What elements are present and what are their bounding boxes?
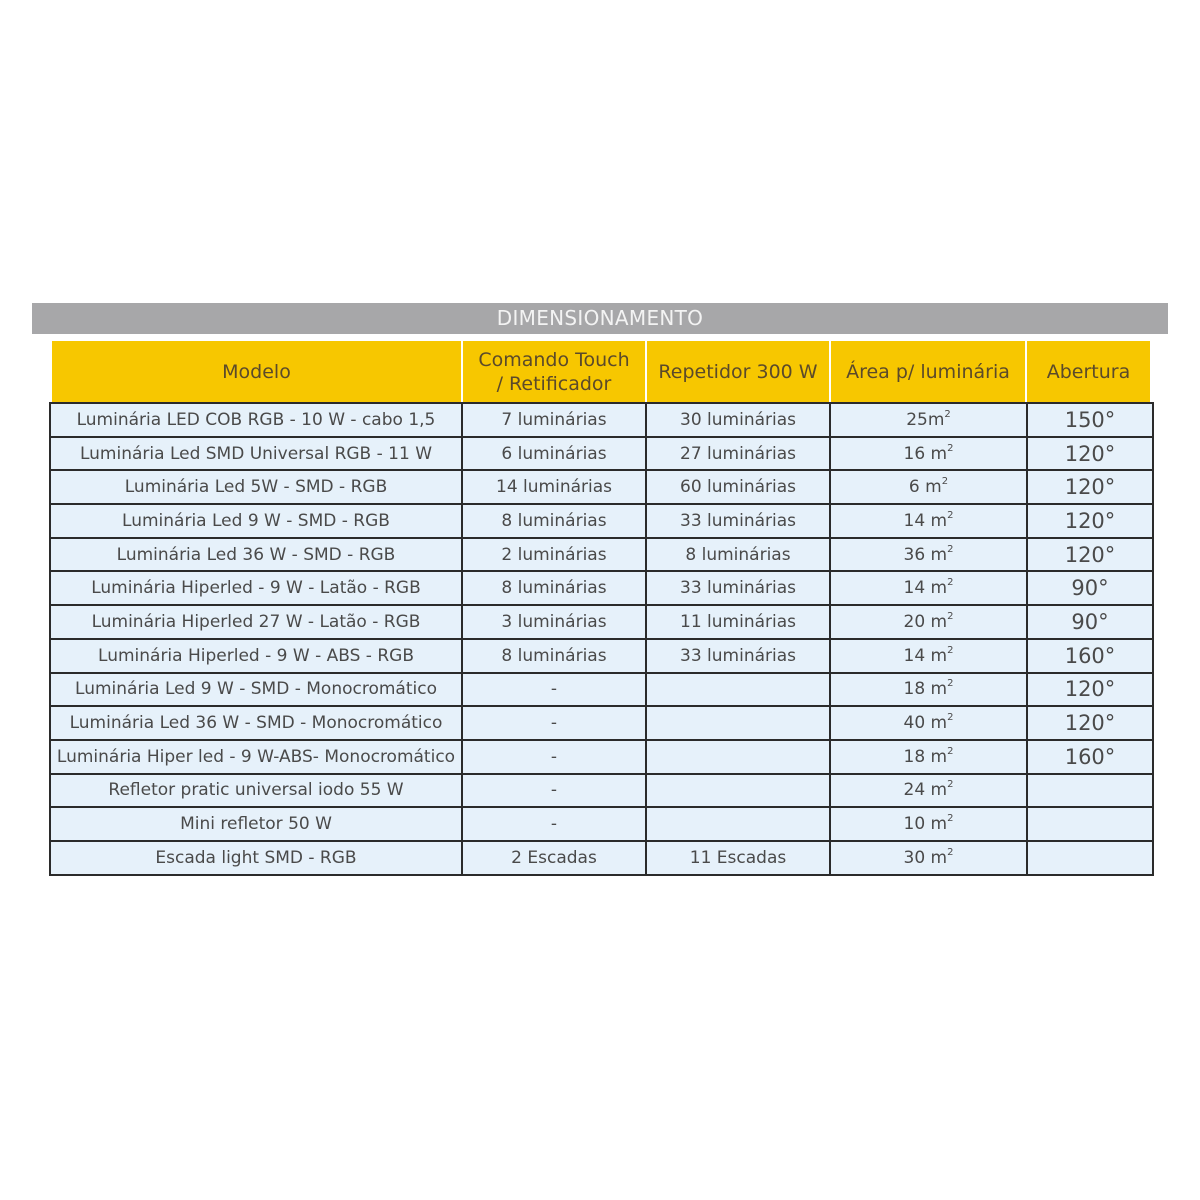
cell-abertura-text: 120° (1064, 711, 1116, 736)
cell-area-text: 6 m (908, 477, 942, 498)
cell-comando-text: - (550, 780, 558, 801)
cell-modelo (50, 673, 462, 707)
cell-abertura-text: 90° (1071, 576, 1109, 601)
cell-area-text: 14 m (903, 578, 948, 599)
cell-abertura (1027, 673, 1153, 707)
cell-modelo-text: Escada light SMD - RGB (155, 847, 357, 868)
cell-area (830, 437, 1027, 471)
cell-comando (462, 639, 646, 673)
cell-modelo (50, 774, 462, 808)
cell-comando (462, 841, 646, 875)
cell-repetidor-text: 60 luminárias (680, 477, 796, 498)
cell-abertura (1027, 740, 1153, 774)
table-row (50, 673, 1153, 707)
cell-repetidor (646, 774, 830, 808)
cell-comando (462, 538, 646, 572)
cell-modelo (50, 706, 462, 740)
area-unit-exponent: 2 (947, 712, 954, 724)
cell-area-text: 10 m (903, 814, 948, 835)
cell-abertura-text: 90° (1071, 609, 1109, 634)
area-unit-exponent: 2 (947, 745, 954, 757)
cell-comando (462, 437, 646, 471)
cell-comando-text: 2 Escadas (511, 847, 597, 868)
area-unit-exponent: 2 (947, 678, 954, 690)
cell-modelo-text: Luminária Led 36 W - SMD - Monocromático (69, 713, 443, 734)
cell-repetidor (646, 841, 830, 875)
cell-modelo (50, 403, 462, 437)
cell-comando-text: - (550, 814, 558, 835)
cell-modelo-text: Luminária Led 9 W - SMD - RGB (122, 510, 390, 531)
cell-repetidor (646, 470, 830, 504)
table-row (50, 437, 1153, 471)
cell-modelo-text: Luminária Hiperled 27 W - Latão - RGB (91, 611, 421, 632)
area-unit-exponent: 2 (947, 577, 954, 589)
area-unit-exponent: 2 (947, 644, 954, 656)
cell-area-text: 36 m (903, 544, 948, 565)
cell-area-text: 18 m (903, 746, 948, 767)
cell-modelo-text: Mini refletor 50 W (180, 814, 332, 835)
table-row (50, 841, 1153, 875)
cell-modelo (50, 538, 462, 572)
cell-abertura (1027, 437, 1153, 471)
cell-comando (462, 605, 646, 639)
cell-area (830, 740, 1027, 774)
cell-repetidor-text: 33 luminárias (680, 510, 796, 531)
table-row (50, 774, 1153, 808)
cell-area (830, 807, 1027, 841)
cell-area (830, 470, 1027, 504)
cell-comando (462, 673, 646, 707)
header-comando (461, 341, 645, 402)
cell-repetidor-text: 11 Escadas (689, 847, 787, 868)
cell-repetidor-text: 8 luminárias (685, 544, 791, 565)
cell-area (830, 538, 1027, 572)
header-modelo: Modelo (222, 360, 291, 383)
cell-abertura-text: 120° (1064, 475, 1116, 500)
cell-area-text: 20 m (903, 611, 948, 632)
cell-abertura-text: 120° (1064, 677, 1116, 702)
cell-comando-text: 6 luminárias (501, 443, 607, 464)
cell-abertura-text: 150° (1064, 407, 1116, 432)
cell-abertura (1027, 504, 1153, 538)
cell-comando-text: 7 luminárias (501, 409, 607, 430)
cell-abertura (1027, 774, 1153, 808)
cell-modelo (50, 504, 462, 538)
header-abertura: Abertura (1025, 341, 1150, 402)
cell-comando-text: 3 luminárias (501, 611, 607, 632)
cell-repetidor (646, 807, 830, 841)
cell-abertura (1027, 841, 1153, 875)
cell-modelo (50, 605, 462, 639)
area-unit-exponent: 2 (947, 442, 954, 454)
cell-comando (462, 571, 646, 605)
cell-area (830, 706, 1027, 740)
cell-repetidor (646, 639, 830, 673)
cell-area-text: 18 m (903, 679, 948, 700)
cell-abertura (1027, 807, 1153, 841)
cell-area (830, 774, 1027, 808)
cell-repetidor (646, 437, 830, 471)
cell-area-text: 16 m (903, 443, 948, 464)
cell-repetidor-text: 27 luminárias (680, 443, 796, 464)
cell-modelo (50, 841, 462, 875)
header-comando-label: Comando Touch / Retificador (478, 348, 630, 395)
cell-repetidor-text: 30 luminárias (680, 409, 796, 430)
table-row (50, 639, 1153, 673)
cell-comando-text: 8 luminárias (501, 510, 607, 531)
table-header (52, 341, 1150, 402)
table-row (50, 740, 1153, 774)
cell-repetidor (646, 504, 830, 538)
cell-modelo-text: Luminária Led SMD Universal RGB - 11 W (79, 443, 433, 464)
cell-comando (462, 504, 646, 538)
area-unit-exponent: 2 (944, 408, 951, 420)
cell-comando-text: - (550, 679, 558, 700)
cell-comando-text: 14 luminárias (496, 477, 612, 498)
table-body (50, 403, 1153, 875)
cell-abertura (1027, 470, 1153, 504)
cell-abertura (1027, 571, 1153, 605)
cell-modelo-text: Luminária Led 9 W - SMD - Monocromático (75, 679, 437, 700)
area-unit-exponent: 2 (947, 509, 954, 521)
cell-area-text: 14 m (903, 510, 948, 531)
cell-area-text: 30 m (903, 847, 948, 868)
table-row (50, 807, 1153, 841)
area-unit-exponent: 2 (947, 779, 954, 791)
cell-comando-text: 8 luminárias (501, 645, 607, 666)
cell-comando-text: - (550, 713, 558, 734)
cell-modelo (50, 470, 462, 504)
cell-area (830, 504, 1027, 538)
cell-modelo (50, 740, 462, 774)
cell-modelo-text: Refletor pratic universal iodo 55 W (108, 780, 404, 801)
cell-comando (462, 774, 646, 808)
cell-abertura-text: 120° (1064, 508, 1116, 533)
cell-area-text: 14 m (903, 645, 948, 666)
area-unit-exponent: 2 (947, 813, 954, 825)
cell-area (830, 639, 1027, 673)
table-row (50, 605, 1153, 639)
cell-area (830, 605, 1027, 639)
cell-modelo-text: Luminária Hiper led - 9 W-ABS- Monocromático (56, 746, 456, 767)
table-row (50, 470, 1153, 504)
cell-comando (462, 740, 646, 774)
cell-area (830, 571, 1027, 605)
cell-repetidor (646, 673, 830, 707)
cell-area (830, 841, 1027, 875)
cell-repetidor (646, 740, 830, 774)
cell-modelo-text: Luminária Hiperled - 9 W - ABS - RGB (98, 645, 414, 666)
area-unit-exponent: 2 (947, 610, 954, 622)
area-unit-exponent: 2 (947, 543, 954, 555)
cell-abertura-text: 160° (1064, 643, 1116, 668)
cell-comando-text: 8 luminárias (501, 578, 607, 599)
section-banner: DIMENSIONAMENTO (32, 303, 1168, 334)
cell-comando (462, 470, 646, 504)
cell-modelo-text: Luminária LED COB RGB - 10 W - cabo 1,5 (76, 409, 436, 430)
table-row (50, 706, 1153, 740)
table-row (50, 571, 1153, 605)
cell-repetidor (646, 706, 830, 740)
cell-comando-text: - (550, 746, 558, 767)
cell-comando (462, 403, 646, 437)
cell-comando (462, 706, 646, 740)
header-area: Área p/ luminária (829, 341, 1025, 402)
cell-area (830, 673, 1027, 707)
cell-repetidor (646, 605, 830, 639)
cell-area-text: 40 m (903, 713, 948, 734)
cell-comando-text: 2 luminárias (501, 544, 607, 565)
cell-modelo (50, 639, 462, 673)
cell-modelo (50, 571, 462, 605)
area-unit-exponent: 2 (941, 476, 949, 488)
cell-abertura (1027, 639, 1153, 673)
table-row (50, 403, 1153, 437)
cell-abertura-text: 120° (1064, 441, 1116, 466)
cell-repetidor (646, 571, 830, 605)
cell-modelo-text: Luminária Led 36 W - SMD - RGB (116, 544, 396, 565)
cell-abertura (1027, 538, 1153, 572)
cell-repetidor-text: 33 luminárias (680, 645, 796, 666)
cell-area-text: 24 m (903, 780, 948, 801)
cell-abertura-text: 120° (1064, 542, 1116, 567)
cell-area-text: 25m (906, 409, 945, 430)
header-repetidor: Repetidor 300 W (645, 341, 829, 402)
cell-repetidor (646, 403, 830, 437)
cell-abertura (1027, 605, 1153, 639)
cell-modelo (50, 437, 462, 471)
cell-modelo (50, 807, 462, 841)
cell-repetidor (646, 538, 830, 572)
table-row (50, 504, 1153, 538)
table-row (50, 538, 1153, 572)
cell-abertura (1027, 403, 1153, 437)
cell-area (830, 403, 1027, 437)
cell-comando (462, 807, 646, 841)
cell-repetidor-text: 33 luminárias (680, 578, 796, 599)
area-unit-exponent: 2 (947, 846, 954, 858)
cell-modelo-text: Luminária Hiperled - 9 W - Latão - RGB (91, 578, 421, 599)
cell-repetidor-text: 11 luminárias (680, 611, 796, 632)
cell-abertura (1027, 706, 1153, 740)
dimensioning-table (49, 402, 1154, 876)
cell-modelo-text: Luminária Led 5W - SMD - RGB (124, 477, 388, 498)
cell-abertura-text: 160° (1064, 744, 1116, 769)
